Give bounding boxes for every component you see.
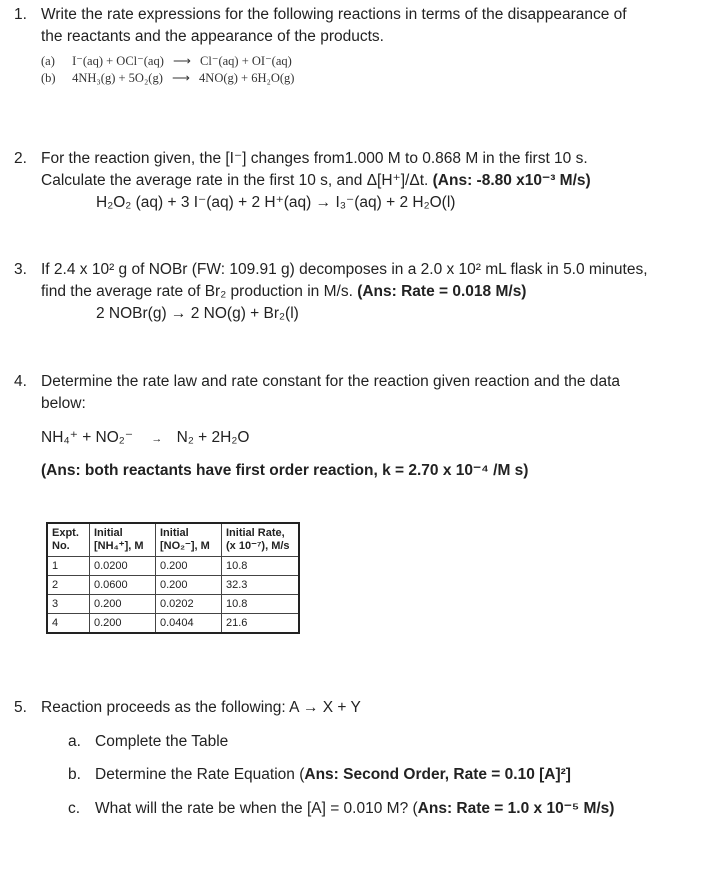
answer: (Ans: Rate = 0.018 M/s) (357, 283, 527, 300)
question-5 (14, 697, 704, 719)
table-cell: 0.0404 (156, 614, 222, 634)
question-3 (14, 259, 704, 325)
equation: NH₄⁺ + NO₂⁻ → N₂ + 2H₂O (41, 429, 250, 446)
column-header: Initial [NO₂⁻], M (156, 523, 222, 557)
column-header: Initial [NH₄⁺], M (90, 523, 156, 557)
table-cell: 0.200 (90, 595, 156, 614)
table-row (47, 557, 299, 576)
table-cell: 10.8 (222, 557, 300, 576)
question-text-line: Determine the rate law and rate constant for the reaction given reaction and the data (41, 373, 621, 390)
table-cell: 2 (47, 576, 90, 595)
question-text-line: the reactants and the appearance of the products. (41, 28, 384, 45)
answer: (Ans: -8.80 x10⁻³ M/s) (432, 172, 591, 189)
question-text-line: For the reaction given, the [I⁻] changes from1.000 M to 0.868 M in the first 10 s. (41, 150, 588, 167)
question-number: 4. (14, 373, 27, 390)
table-cell: 0.200 (156, 576, 222, 595)
equation: H₂O₂ (aq) + 3 I⁻(aq) + 2 H⁺(aq) → I₃⁻(aq) + 2 H₂O(l) (96, 194, 456, 211)
table-row (47, 595, 299, 614)
question-number: 2. (14, 150, 27, 167)
question-number: 3. (14, 261, 27, 278)
reaction-a: (a) I⁻(aq) + OCl⁻(aq) ⟶ Cl⁻(aq) + OI⁻(aq) (41, 54, 292, 68)
table-cell: 0.200 (90, 614, 156, 634)
question-text-line: below: (41, 395, 86, 412)
question-text-line: Calculate the average rate in the first 10 s, and Δ[H⁺]/Δt. (Ans: -8.80 x10⁻³ M/s) (41, 172, 591, 189)
table-row (47, 614, 299, 634)
question-number: 5. (14, 699, 27, 716)
column-header: Initial Rate, (x 10⁻⁷), M/s (222, 523, 300, 557)
question-text-line: Write the rate expressions for the following reactions in terms of the disappearance of (41, 6, 627, 23)
rate-data-table (46, 522, 300, 634)
answer: Ans: Second Order, Rate = 0.10 [A]²] (304, 766, 571, 783)
table-cell: 4 (47, 614, 90, 634)
sub-question-c: c. What will the rate be when the [A] = 0.010 M? (Ans: Rate = 1.0 x 10⁻⁵ M/s) (68, 800, 615, 817)
answer: Ans: Rate = 1.0 x 10⁻⁵ M/s) (417, 800, 615, 817)
question-text-line: find the average rate of Br₂ production in M/s. (Ans: Rate = 0.018 M/s) (41, 283, 527, 300)
question-text-line: If 2.4 x 10² g of NOBr (FW: 109.91 g) decomposes in a 2.0 x 10² mL flask in 5.0 minutes, (41, 261, 648, 278)
question-1 (14, 4, 704, 87)
reaction-b: (b) 4NH₃(g) + 5O₂(g) ⟶ 4NO(g) + 6H₂O(g) (41, 71, 295, 85)
sub-question-b: b. Determine the Rate Equation (Ans: Second Order, Rate = 0.10 [A]²] (68, 766, 571, 783)
table-cell: 0.0200 (90, 557, 156, 576)
table-cell: 0.200 (156, 557, 222, 576)
question-text-line: Reaction proceeds as the following: A → X + Y (41, 699, 361, 716)
table-cell: 3 (47, 595, 90, 614)
table-header-row (47, 523, 299, 557)
column-header: Expt. No. (47, 523, 90, 557)
question-4 (14, 371, 704, 482)
question-2 (14, 148, 704, 214)
table-cell: 32.3 (222, 576, 300, 595)
equation: 2 NOBr(g) → 2 NO(g) + Br₂(l) (96, 305, 299, 322)
question-number: 1. (14, 6, 27, 23)
table-row (47, 576, 299, 595)
answer: (Ans: both reactants have first order reaction, k = 2.70 x 10⁻⁴ /M s) (41, 462, 529, 479)
table-cell: 0.0202 (156, 595, 222, 614)
table-cell: 21.6 (222, 614, 300, 634)
table-cell: 0.0600 (90, 576, 156, 595)
table-cell: 1 (47, 557, 90, 576)
sub-question-a: a. Complete the Table (68, 733, 229, 750)
table-cell: 10.8 (222, 595, 300, 614)
